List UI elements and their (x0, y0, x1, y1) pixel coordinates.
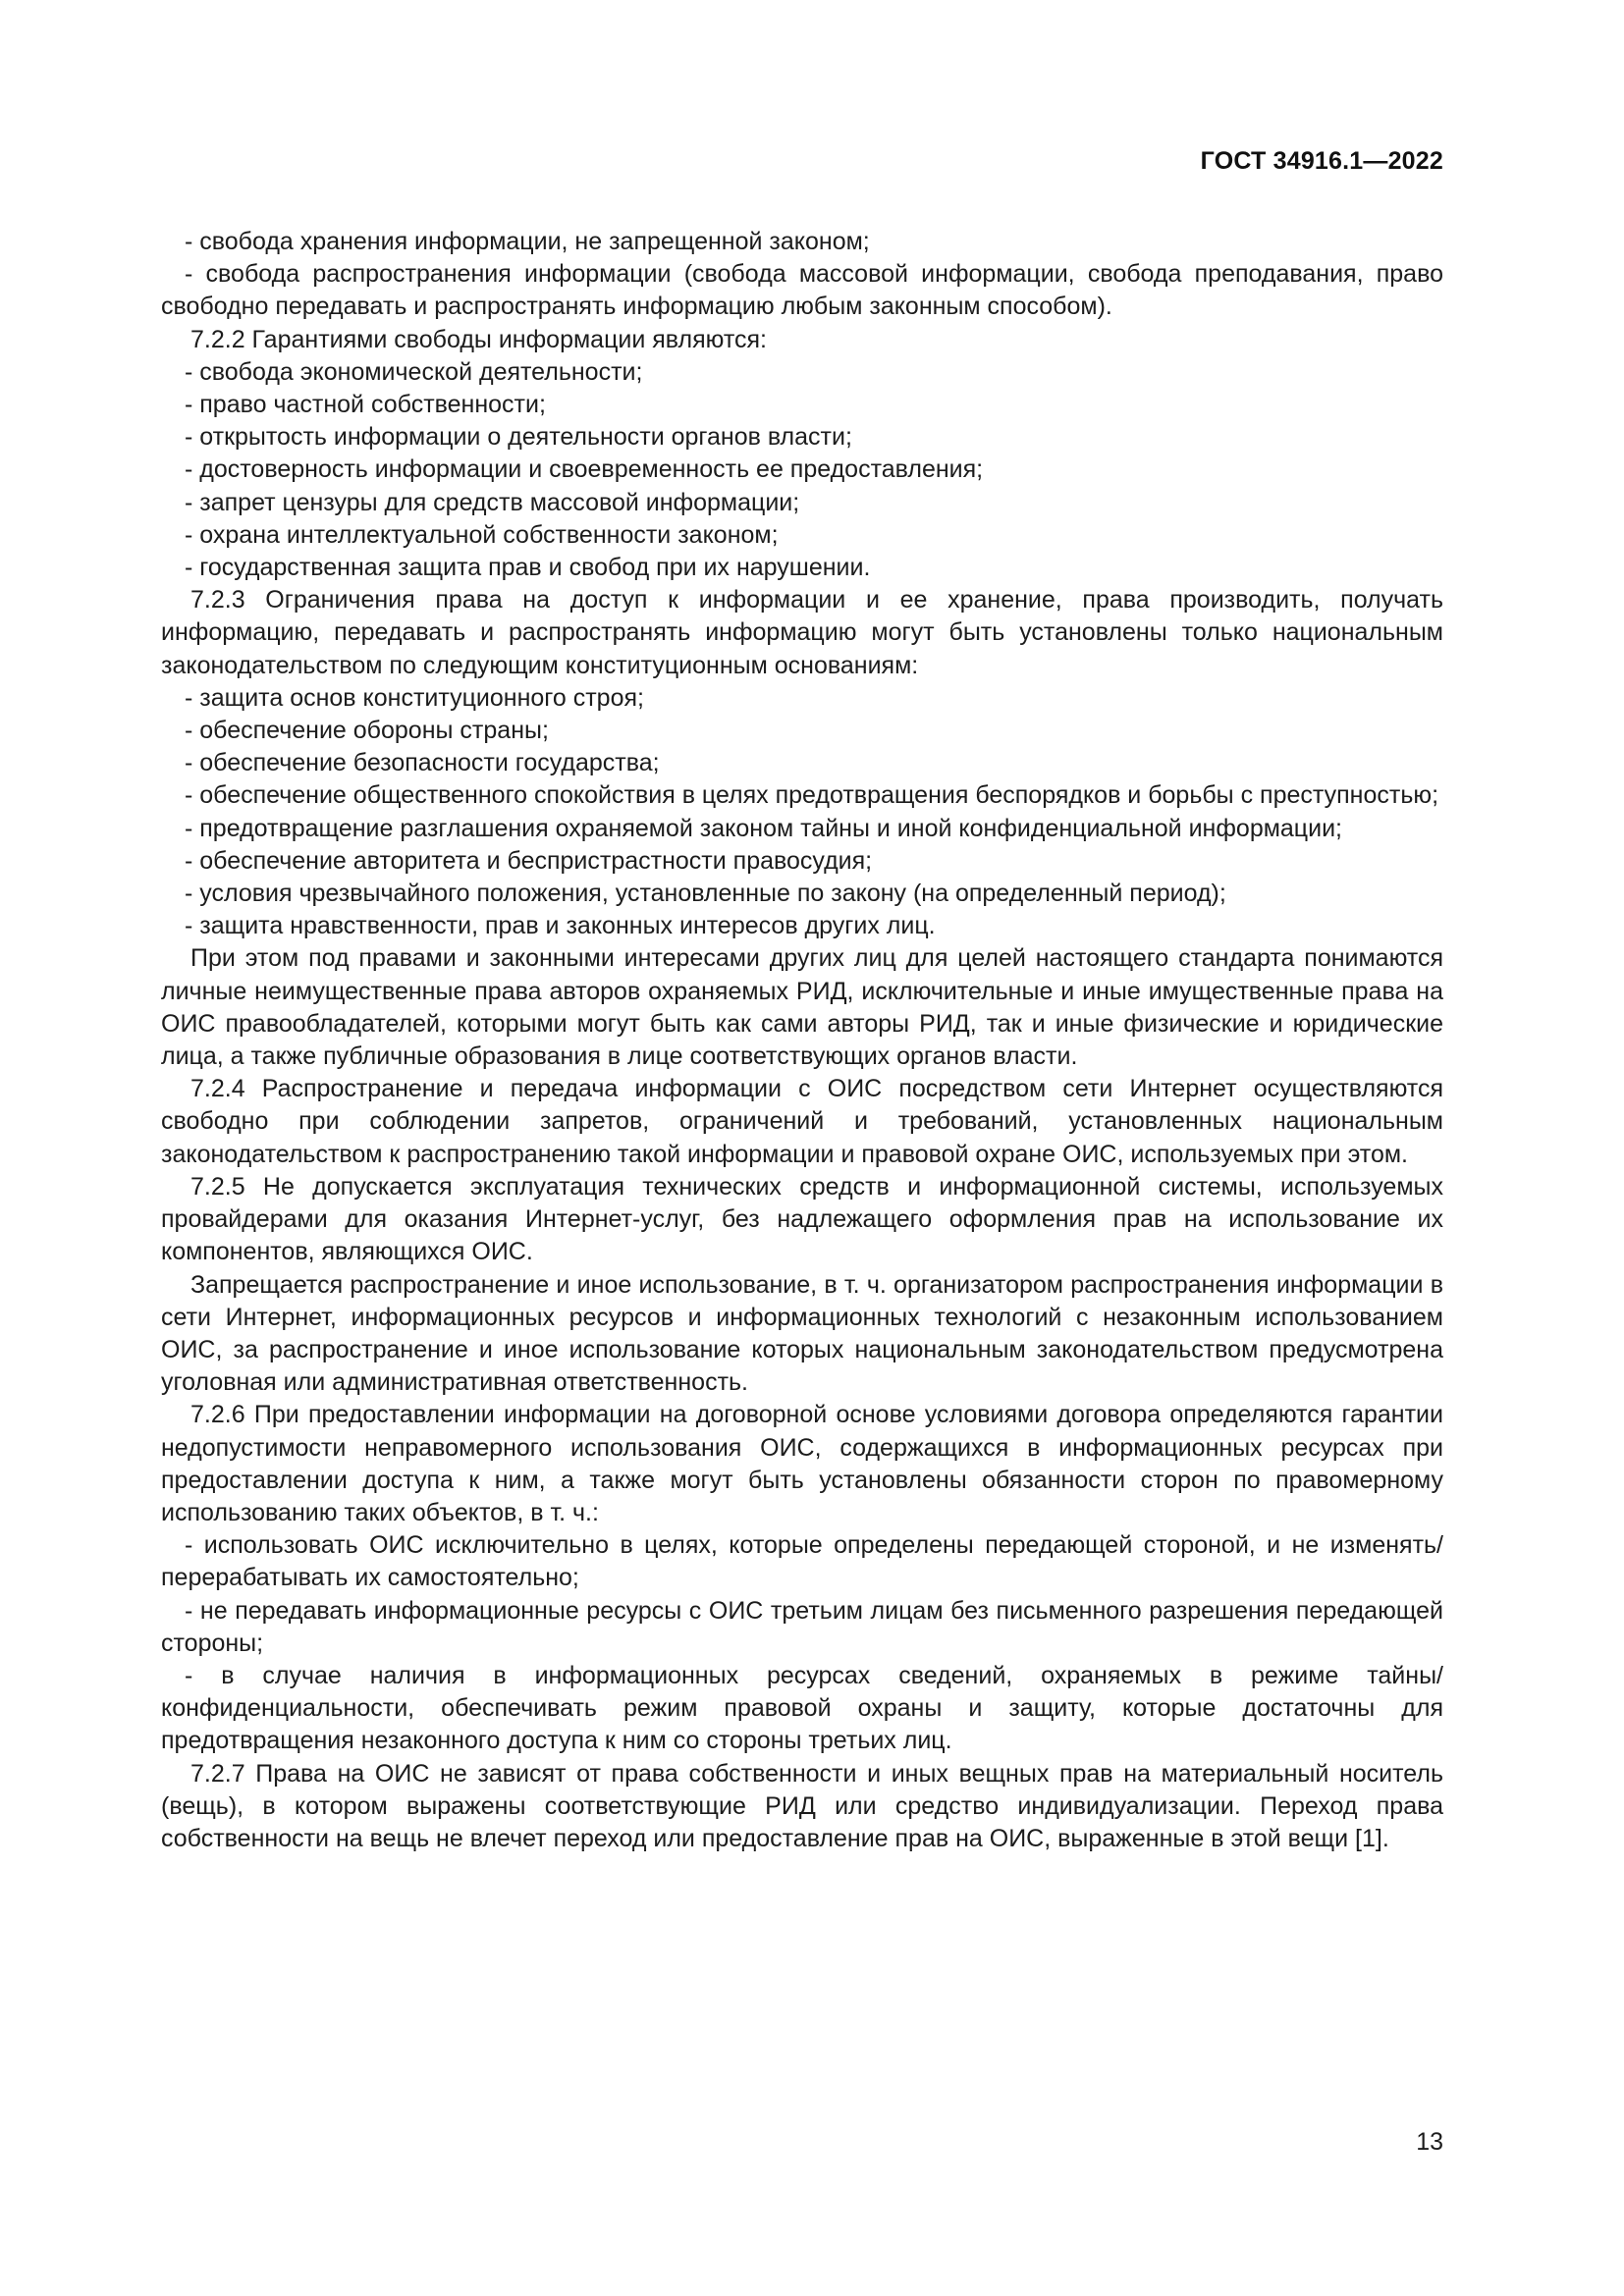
list-item: - открытость информации о деятельности органов власти; (185, 423, 852, 452)
list-item: - обеспечение обороны страны; (185, 717, 549, 745)
list-item: - обеспечение общественного спокойствия в целях предотвращения беспорядков и борьбы с преступностью; (185, 781, 1439, 810)
paragraph: 7.2.7 Права на ОИС не зависят от права собственности и иных вещных прав на материальный носитель (вещь), в котором выражены соответствующие РИД или средство индивидуализации. Переход права собственности на вещь не влечет переход или предоставление прав на ОИС, выраженные в этой вещи [1]. (161, 1759, 1443, 1852)
list-item: - условия чрезвычайного положения, установленные по закону (на определенный период); (185, 880, 1226, 908)
paragraph: 7.2.3 Ограничения права на доступ к информации и ее хранение, права производить, получать информацию, передавать и распространять информацию могут быть установлены только национальным законодательством по следующим конституционным основаниям: (161, 586, 1443, 679)
list-item: - свобода распространения информации (свобода массовой информации, свобода преподавания, право свободно передавать и распространять информацию любым законным способом). (161, 260, 1443, 321)
paragraph: При этом под правами и законными интересами других лиц для целей настоящего стандарта понимаются личные неимущественные права авторов охраняемых РИД, исключительные и иные имущественные права на ОИС правообладателей, которыми могут быть как сами авторы РИД, так и иные физические и юридические лица, а также публичные образования в лице соответствующих органов власти. (161, 944, 1443, 1071)
list-item: - свобода экономической деятельности; (185, 357, 643, 386)
list-item: - запрет цензуры для средств массовой информации; (185, 488, 800, 516)
paragraph: Запрещается распространение и иное использование, в т. ч. организатором распространения информации в сети Интернет, информационных ресурсов и информационных технологий с незаконным использованием ОИС, за распространение и иное использование которых национальным законодательством предусмотрена уголовная или административная ответственность. (161, 1270, 1443, 1397)
list-item: - использовать ОИС исключительно в целях, которые определены передающей стороной, и не изменять/перерабатывать их самостоятельно; (161, 1531, 1443, 1592)
paragraph: 7.2.2 Гарантиями свободы информации являются: (190, 325, 767, 353)
paragraph: 7.2.5 Не допускается эксплуатация технических средств и информационной системы, используемых провайдерами для оказания Интернет-услуг, без надлежащего оформления прав на использование их компонентов, являющихся ОИС. (161, 1172, 1443, 1266)
list-item: - право частной собственности; (185, 391, 546, 419)
list-item: - обеспечение авторитета и беспристрастности правосудия; (185, 846, 873, 875)
list-item: - защита основ конституционного строя; (185, 683, 644, 712)
list-item: - обеспечение безопасности государства; (185, 749, 660, 777)
paragraph: 7.2.6 При предоставлении информации на договорной основе условиями договора определяются гарантии недопустимости неправомерного использования ОИС, содержащихся в информационных ресурсах при предоставлении доступа к ним, а также могут быть установлены обязанности сторон по правомерному использованию таких объектов, в т. ч.: (161, 1401, 1443, 1526)
document-body (161, 226, 1443, 1855)
list-item: - в случае наличия в информационных ресурсах сведений, охраняемых в режиме тайны/конфиденциальности, обеспечивать режим правовой охраны и защиту, которые достаточны для предотвращения незаконного доступа к ним со стороны третьих лиц. (161, 1661, 1443, 1755)
page-number: 13 (1416, 2128, 1443, 2156)
list-item: - предотвращение разглашения охраняемой законом тайны и иной конфиденциальной информации; (185, 814, 1343, 842)
list-item: - защита нравственности, прав и законных интересов других лиц. (185, 912, 936, 940)
list-item: - свобода хранения информации, не запрещенной законом; (185, 228, 870, 255)
paragraph: 7.2.4 Распространение и передача информации с ОИС посредством сети Интернет осуществляются свободно при соблюдении запретов, ограничений и требований, установленных национальным законодательством к распространению такой информации и правовой охране ОИС, используемых при этом. (161, 1075, 1443, 1168)
list-item: - достоверность информации и своевременность ее предоставления; (185, 455, 984, 484)
list-item: - охрана интеллектуальной собственности законом; (185, 520, 779, 549)
list-item: - не передавать информационные ресурсы с ОИС третьим лицам без письменного разрешения передающей стороны; (161, 1596, 1443, 1657)
list-item: - государственная защита прав и свобод при их нарушении. (185, 554, 871, 582)
standard-designation: ГОСТ 34916.1—2022 (1200, 147, 1443, 175)
